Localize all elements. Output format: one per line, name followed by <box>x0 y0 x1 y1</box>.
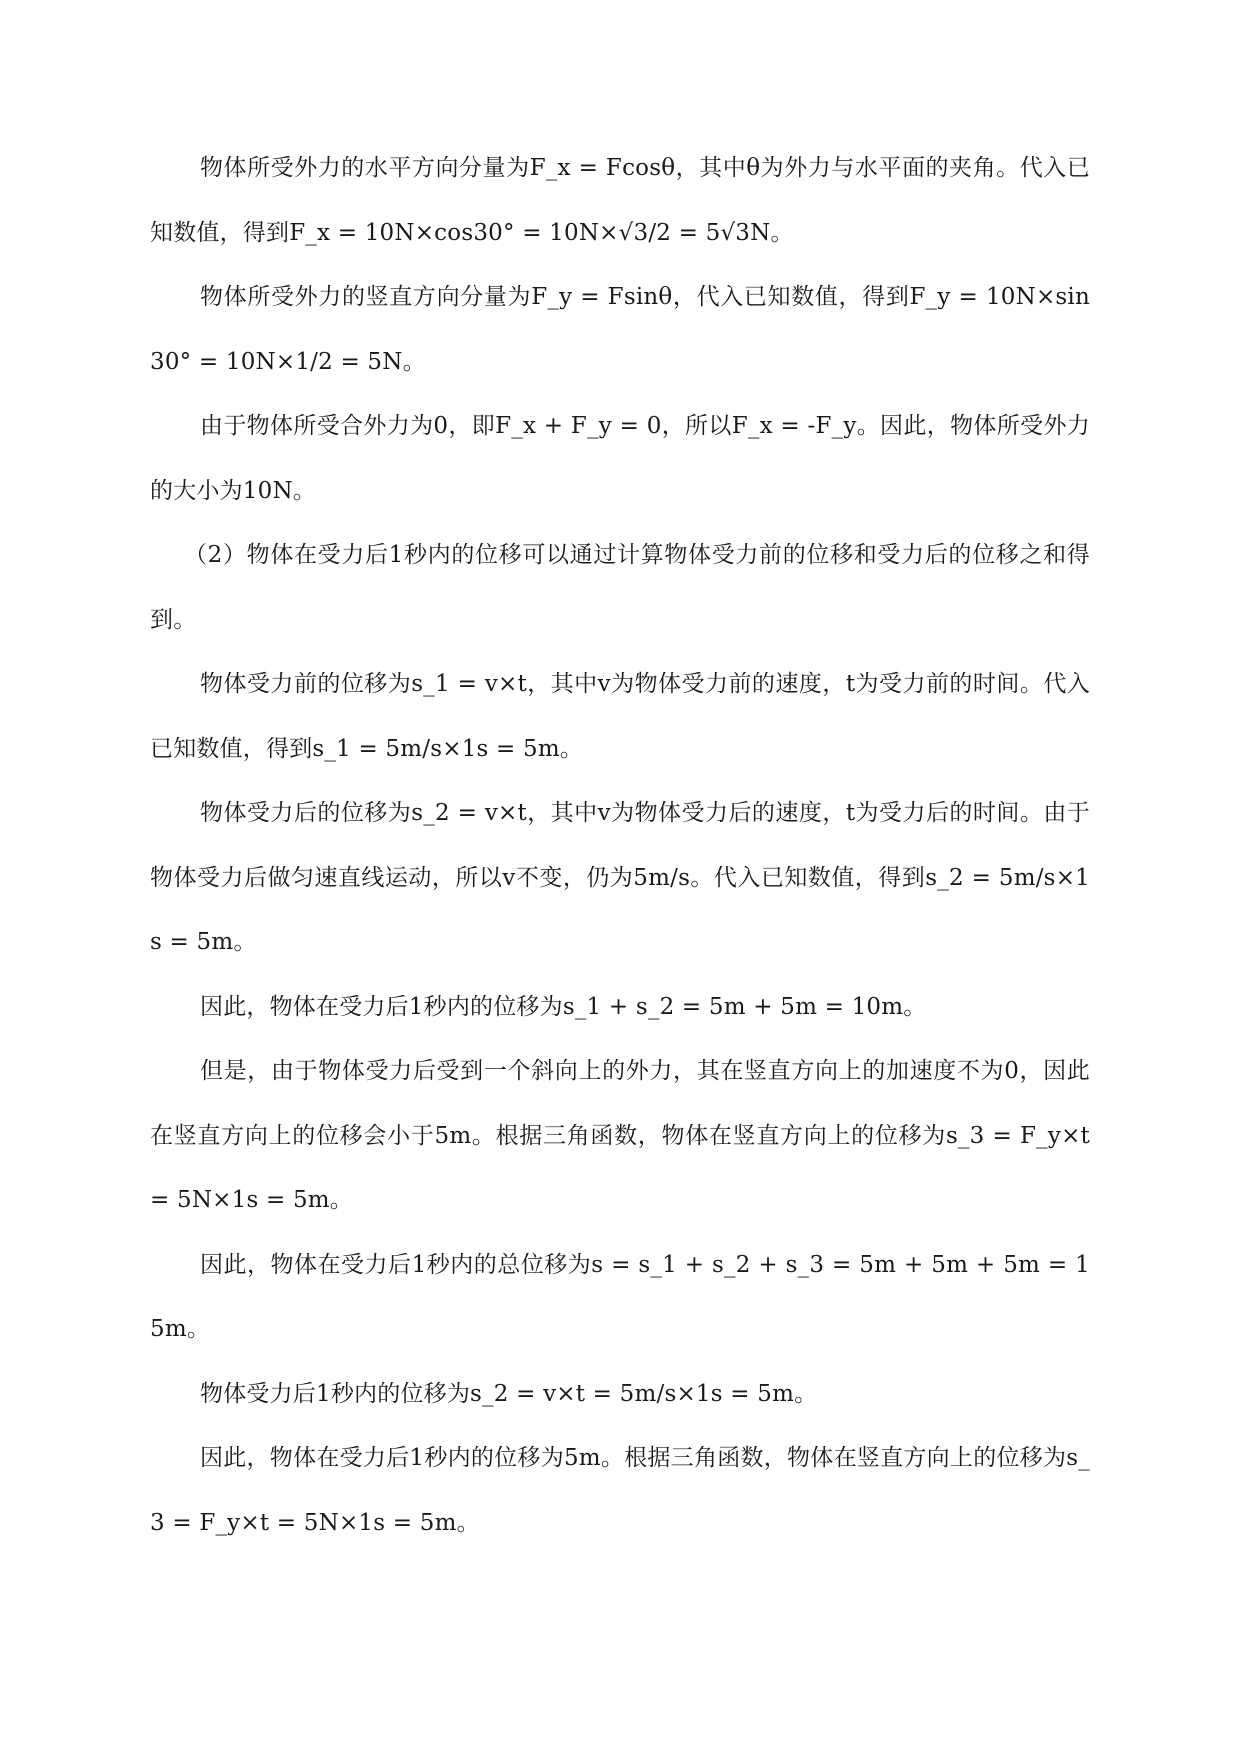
paragraph-net-force: 由于物体所受合外力为0，即F_x + F_y = 0，所以F_x = -F_y。因此，物体所受外力的大小为10N。 <box>150 413 1090 504</box>
paragraph-total-displacement: 因此，物体在受力后1秒内的总位移为s = s_1 + s_2 + s_3 = 5m + 5m + 5m = 15m。 <box>150 1251 1090 1342</box>
document-body <box>150 136 1090 1555</box>
paragraph-force-horizontal: 物体所受外力的水平方向分量为F_x = Fcosθ，其中θ为外力与水平面的夹角。代入已知数值，得到F_x = 10N×cos30° = 10N×√3/2 = 5√3N。 <box>150 155 1090 246</box>
paragraph-vertical-displacement: 但是，由于物体受力后受到一个斜向上的外力，其在竖直方向上的加速度不为0，因此在竖直方向上的位移会小于5m。根据三角函数，物体在竖直方向上的位移为s_3 = F_y×t = 5N×1s = 5m。 <box>150 1058 1090 1213</box>
paragraph-conclusion: 因此，物体在受力后1秒内的位移为5m。根据三角函数，物体在竖直方向上的位移为s_3 = F_y×t = 5N×1s = 5m。 <box>150 1445 1090 1536</box>
paragraph-force-vertical: 物体所受外力的竖直方向分量为F_y = Fsinθ，代入已知数值，得到F_y = 10N×sin30° = 10N×1/2 = 5N。 <box>150 284 1090 375</box>
paragraph-displacement-sum: 因此，物体在受力后1秒内的位移为s_1 + s_2 = 5m + 5m = 10m。 <box>200 993 927 1020</box>
paragraph-displacement-before: 物体受力前的位移为s_1 = v×t，其中v为物体受力前的速度，t为受力前的时间。代入已知数值，得到s_1 = 5m/s×1s = 5m。 <box>150 671 1090 762</box>
paragraph-displacement-s2: 物体受力后1秒内的位移为s_2 = v×t = 5m/s×1s = 5m。 <box>200 1380 818 1407</box>
paragraph-displacement-after: 物体受力后的位移为s_2 = v×t，其中v为物体受力后的速度，t为受力后的时间。由于物体受力后做匀速直线运动，所以v不变，仍为5m/s。代入已知数值，得到s_2 = 5m/s×1s = 5m。 <box>150 800 1090 955</box>
paragraph-part-2-intro: （2）物体在受力后1秒内的位移可以通过计算物体受力前的位移和受力后的位移之和得到。 <box>150 542 1090 633</box>
